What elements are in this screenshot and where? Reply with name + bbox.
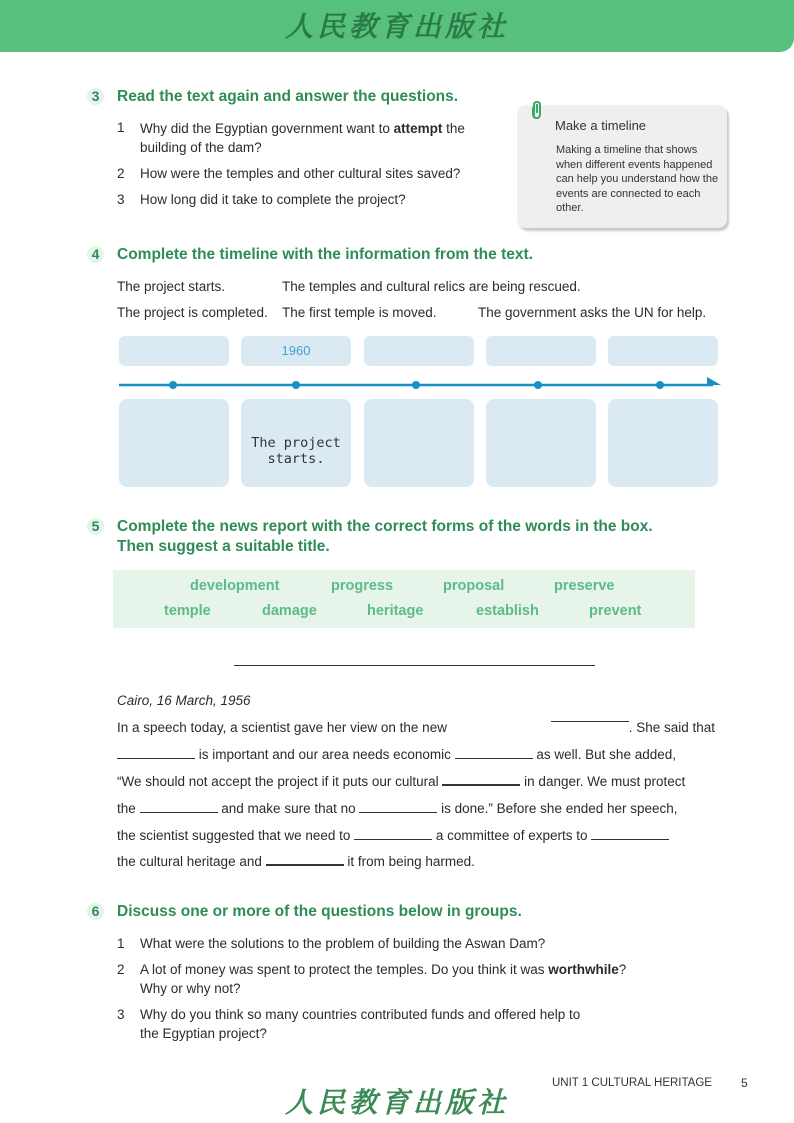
exercise-number: 6 <box>87 903 104 920</box>
exercise-heading: Discuss one or more of the questions below in groups. <box>117 903 522 920</box>
timeline-year: 1960 <box>281 343 311 358</box>
paperclip-icon <box>528 100 546 120</box>
title-answer-line[interactable] <box>234 665 595 666</box>
event-option: The project is completed. <box>117 305 268 320</box>
tip-title: Make a timeline <box>555 118 647 133</box>
question-number: 2 <box>117 166 125 181</box>
exercise-heading: Complete the news report with the correct forms of the words in the box. <box>117 518 653 535</box>
word-item: heritage <box>367 603 424 619</box>
word-item: progress <box>331 578 394 594</box>
report-line: is important and our area needs economic as well. But she added, <box>117 747 715 762</box>
timeline-year-box[interactable] <box>608 336 718 366</box>
report-line: “We should not accept the project if it puts our cultural in danger. We must protect <box>117 774 686 789</box>
question-text: Why do you think so many countries contributed funds and offered help to <box>140 1007 581 1022</box>
event-option: The government asks the UN for help. <box>478 305 707 320</box>
report-line: the scientist suggested that we need to a committee of experts to <box>117 828 715 843</box>
question-text: Why did the Egyptian government want to attempt the building of the dam? <box>140 121 465 155</box>
word-item: temple <box>164 603 211 619</box>
exercise-number: 3 <box>87 88 104 105</box>
question-number: 3 <box>117 1007 125 1022</box>
timeline-year-box[interactable] <box>486 336 596 366</box>
publisher-logo-footer: 人民教育出版社 <box>285 1086 510 1119</box>
keyword: worthwhile <box>548 962 619 977</box>
event-option: The project starts. <box>117 279 226 294</box>
question-text: How long did it take to complete the project? <box>140 192 406 207</box>
question-text-line2: Why or why not? <box>140 981 241 996</box>
publisher-logo: 人民教育出版社 <box>285 10 510 43</box>
answer-blank[interactable] <box>455 757 533 759</box>
timeline-event-box[interactable] <box>486 399 596 487</box>
tip-body: Making a timeline that shows when different events happened can help you understand how the events are connected to each other. <box>556 144 719 215</box>
keyword: attempt <box>393 121 443 136</box>
timeline-event-box[interactable] <box>119 399 229 487</box>
exercise-heading: Read the text again and answer the questions. <box>117 88 459 105</box>
timeline-event-box[interactable] <box>608 399 718 487</box>
question-text: What were the solutions to the problem of building the Aswan Dam? <box>140 936 546 951</box>
event-option: The first temple is moved. <box>282 305 437 320</box>
question-number: 1 <box>117 936 125 951</box>
answer-blank[interactable] <box>117 757 195 759</box>
page-number: 5 <box>741 1076 748 1090</box>
timeline-year-box[interactable] <box>119 336 229 366</box>
question-text: A lot of money was spent to protect the temples. Do you think it was worthwhile? <box>140 962 627 977</box>
dateline: Cairo, 16 March, 1956 <box>117 693 251 708</box>
answer-blank[interactable] <box>359 811 437 813</box>
timeline-axis <box>115 374 725 396</box>
answer-blank[interactable] <box>266 863 344 866</box>
timeline-year-box[interactable] <box>364 336 474 366</box>
timeline-event-box[interactable] <box>364 399 474 487</box>
timeline-answer: The project starts. <box>251 435 341 467</box>
answer-blank[interactable] <box>354 838 432 840</box>
answer-blank[interactable] <box>551 720 629 722</box>
report-line: the cultural heritage and it from being harmed. <box>117 854 475 869</box>
unit-label: UNIT 1 CULTURAL HERITAGE <box>552 1077 712 1089</box>
answer-blank[interactable] <box>591 838 669 840</box>
exercise-number: 4 <box>87 246 104 263</box>
question-number: 2 <box>117 962 125 977</box>
question-text-line2: the Egyptian project? <box>140 1026 267 1041</box>
event-option: The temples and cultural relics are being rescued. <box>282 279 581 294</box>
word-item: prevent <box>589 603 642 619</box>
word-item: damage <box>262 603 317 619</box>
report-line: In a speech today, a scientist gave her view on the new . She said that <box>117 720 715 735</box>
word-item: proposal <box>443 578 505 594</box>
question-number: 3 <box>117 192 125 207</box>
exercise-number: 5 <box>87 518 104 535</box>
exercise-heading-line2: Then suggest a suitable title. <box>117 538 330 555</box>
word-item: development <box>190 578 280 594</box>
timeline-event-box[interactable] <box>241 399 351 487</box>
answer-blank[interactable] <box>442 783 520 786</box>
word-item: preserve <box>554 578 615 594</box>
exercise-heading: Complete the timeline with the information from the text. <box>117 246 533 263</box>
timeline-year-box[interactable] <box>241 336 351 366</box>
answer-blank[interactable] <box>140 811 218 813</box>
question-text: How were the temples and other cultural sites saved? <box>140 166 461 181</box>
report-line: the and make sure that no is done.” Before she ended her speech, <box>117 801 678 816</box>
word-item: establish <box>476 603 539 619</box>
question-number: 1 <box>117 120 125 135</box>
